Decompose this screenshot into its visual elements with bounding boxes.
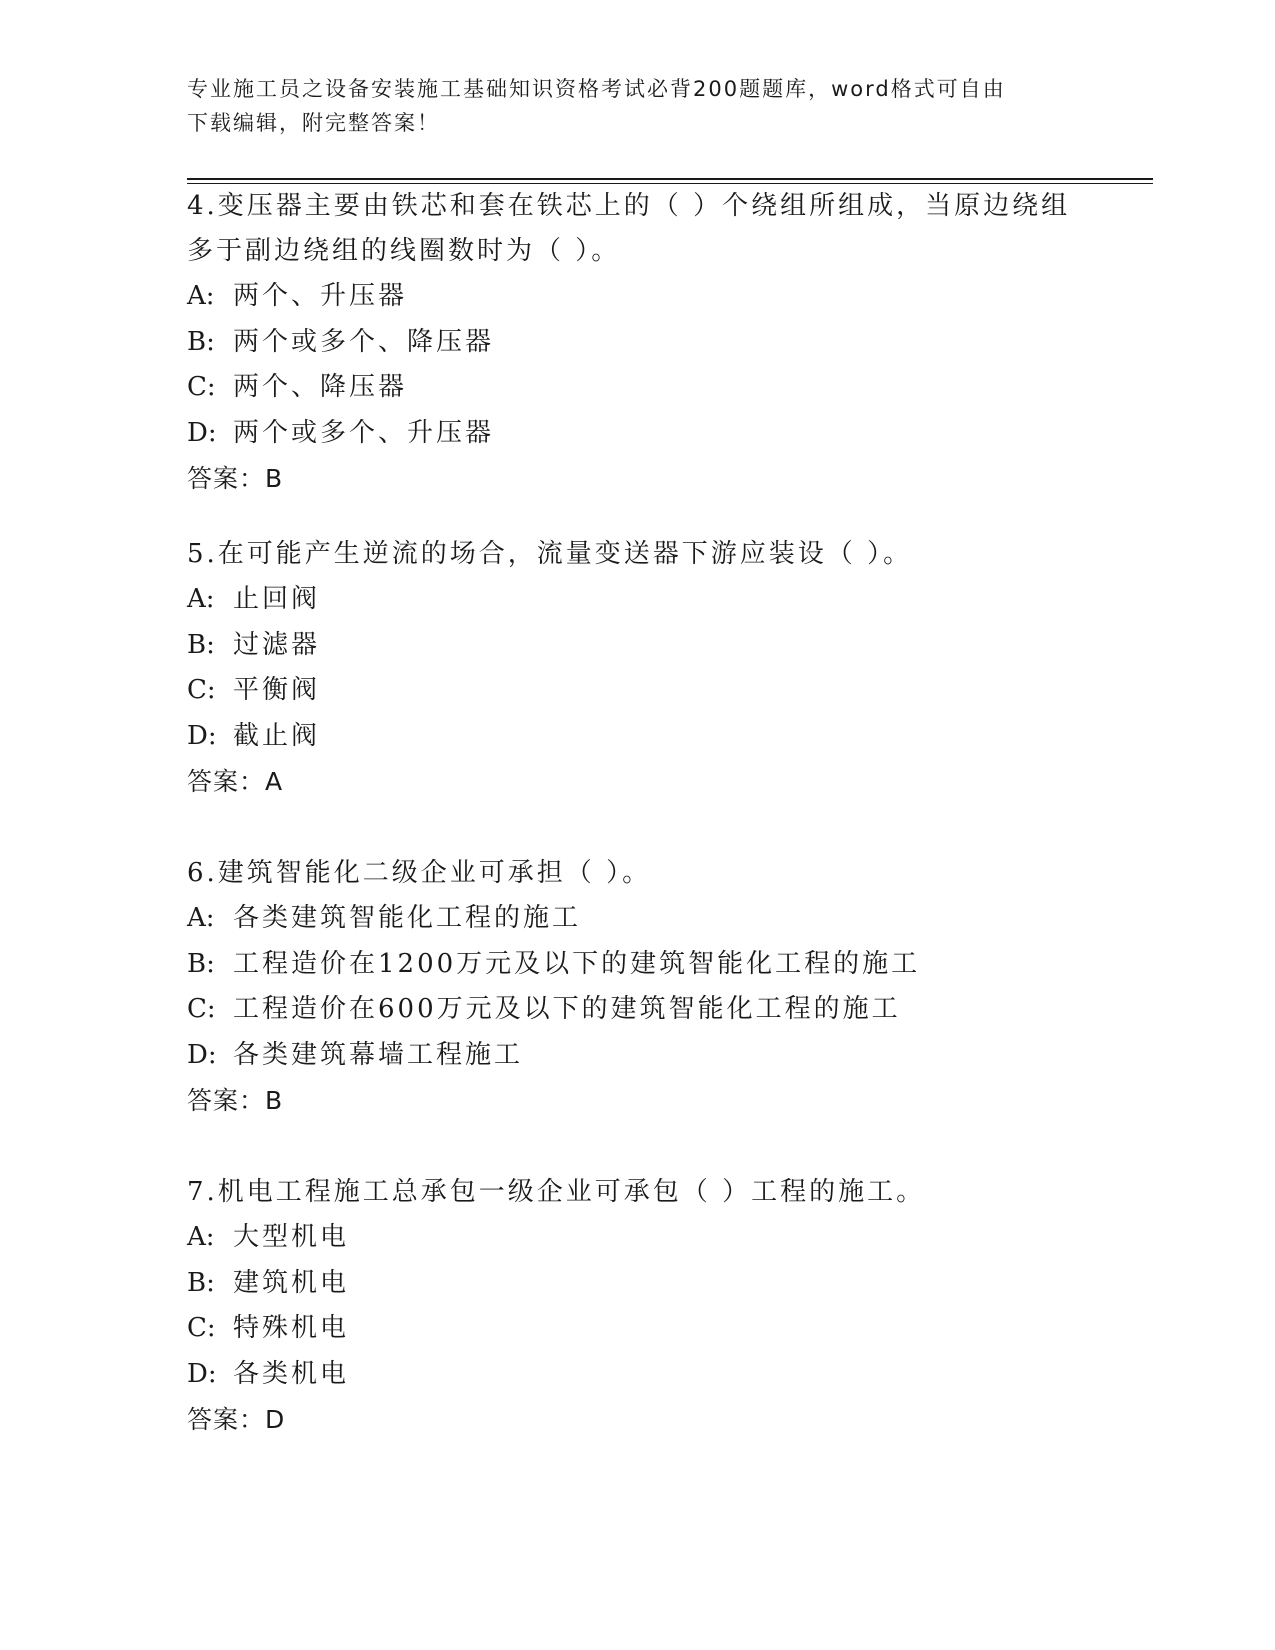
question-4 — [187, 184, 1087, 501]
option-text: 两个或多个、降压器 — [233, 326, 495, 357]
option-text: 工程造价在1200万元及以下的建筑智能化工程的施工 — [233, 948, 921, 979]
option-text: 工程造价在600万元及以下的建筑智能化工程的施工 — [233, 994, 901, 1024]
option-letter: D: — [187, 720, 217, 751]
option-text: 特殊机电 — [233, 1313, 350, 1343]
option-d — [187, 714, 1087, 760]
answer-line: 答案：B — [187, 1086, 284, 1115]
option-letter: A: — [187, 584, 215, 614]
option-c — [187, 1306, 1087, 1352]
question-7 — [187, 1170, 1087, 1442]
option-text: 两个、降压器 — [233, 372, 408, 402]
option-b — [187, 320, 1087, 366]
option-text: 平衡阀 — [233, 675, 321, 705]
option-letter: A: — [187, 281, 215, 311]
option-a — [187, 274, 1087, 320]
option-letter: B: — [187, 629, 215, 660]
option-text: 止回阀 — [233, 584, 321, 614]
option-b — [187, 942, 1087, 988]
option-letter: D: — [187, 417, 217, 448]
option-d — [187, 1352, 1087, 1398]
option-letter: A: — [187, 903, 215, 933]
option-b — [187, 1261, 1087, 1307]
option-c — [187, 668, 1087, 714]
option-d — [187, 411, 1087, 457]
option-letter: C: — [187, 372, 216, 402]
option-letter: D: — [187, 1358, 217, 1389]
document-header — [187, 72, 1067, 140]
option-letter: B: — [187, 1267, 215, 1298]
header-line-2: 下载编辑，附完整答案！ — [187, 111, 440, 135]
question-stem-continued: 多于副边绕组的线圈数时为（ ）。 — [187, 236, 621, 266]
question-5 — [187, 532, 1087, 804]
question-stem: 7.机电工程施工总承包一级企业可承包（ ）工程的施工。 — [187, 1177, 926, 1207]
option-letter: C: — [187, 994, 216, 1024]
option-text: 建筑机电 — [233, 1267, 350, 1298]
option-text: 各类建筑智能化工程的施工 — [233, 903, 582, 933]
question-6 — [187, 851, 1087, 1123]
option-letter: C: — [187, 1313, 216, 1343]
option-b — [187, 623, 1087, 669]
question-stem: 6.建筑智能化二级企业可承担（ ）。 — [187, 858, 652, 888]
answer-line: 答案：B — [187, 464, 284, 493]
option-letter: B: — [187, 326, 215, 357]
option-text: 大型机电 — [233, 1222, 350, 1252]
option-text: 两个或多个、升压器 — [233, 417, 495, 448]
header-line-1: 专业施工员之设备安装施工基础知识资格考试必背200题题库，word格式可自由 — [187, 77, 1006, 101]
option-c — [187, 365, 1087, 411]
option-a — [187, 896, 1087, 942]
answer-line: 答案：A — [187, 767, 284, 796]
option-text: 两个、升压器 — [233, 281, 408, 311]
option-a — [187, 577, 1087, 623]
header-divider-thick — [187, 178, 1153, 180]
option-a — [187, 1215, 1087, 1261]
option-letter: D: — [187, 1039, 217, 1070]
question-stem: 5.在可能产生逆流的场合，流量变送器下游应装设（ ）。 — [187, 539, 913, 569]
option-text: 各类建筑幕墙工程施工 — [233, 1039, 524, 1070]
option-letter: C: — [187, 675, 216, 705]
option-c — [187, 987, 1087, 1033]
question-stem: 4.变压器主要由铁芯和套在铁芯上的（ ）个绕组所组成，当原边绕组 — [187, 191, 1071, 221]
option-text: 截止阀 — [233, 720, 321, 751]
option-text: 过滤器 — [233, 629, 321, 660]
option-letter: A: — [187, 1222, 215, 1252]
option-text: 各类机电 — [233, 1358, 350, 1389]
option-d — [187, 1033, 1087, 1079]
option-letter: B: — [187, 948, 215, 979]
answer-line: 答案：D — [187, 1405, 286, 1434]
